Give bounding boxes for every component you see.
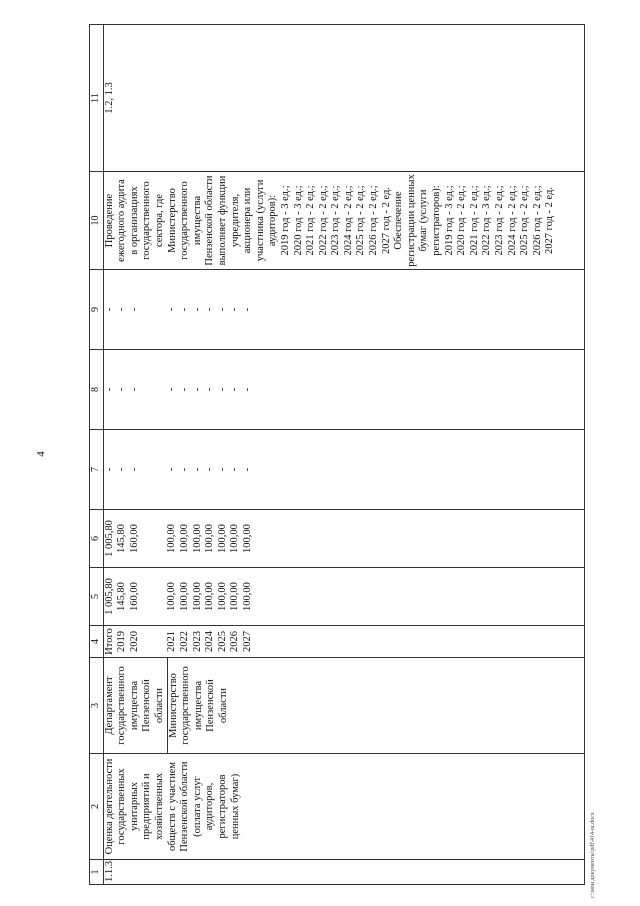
table-row: [103, 25, 584, 885]
col-header-2: 2: [90, 754, 104, 860]
funding-cell: -: [229, 387, 241, 392]
result-line: 2023 год - 2 ед.;: [494, 185, 505, 256]
col-header-6: 6: [90, 510, 104, 568]
funding-cell: -: [166, 467, 178, 472]
funding-cell: -: [103, 467, 115, 472]
result-line: сектора, где: [153, 193, 165, 248]
funding-cell: -: [103, 387, 115, 392]
result-line: Проведение: [103, 193, 115, 248]
result-line: Обеспечение: [393, 191, 405, 250]
funding-cell: 145,80: [116, 524, 128, 553]
measure-name-line: Пензенской области: [179, 761, 191, 852]
result-line: акционера или: [242, 187, 254, 254]
funding-cell: -: [241, 387, 253, 392]
funding-cell: -: [229, 307, 241, 312]
col-header-7: 7: [90, 430, 104, 510]
measure-name-line: Оценка деятельности: [103, 758, 115, 855]
year-cell: 2021: [166, 631, 178, 652]
executor-line: Пензенской: [141, 679, 153, 732]
years-column: [103, 626, 584, 658]
funding-cell: -: [216, 307, 228, 312]
result-line: 2020 год - 3 ед.;: [292, 185, 304, 256]
result-line: имущества: [191, 195, 203, 246]
executor-line: Министерство: [167, 658, 181, 753]
year-cell: 2020: [128, 631, 140, 652]
funding-cell: 100,00: [191, 524, 203, 553]
measure-name-line: ценных бумаг): [229, 773, 241, 840]
result-line: государственного: [141, 181, 153, 260]
item-number: 1.1.3.: [103, 860, 584, 885]
measure-name: [103, 754, 584, 860]
executor-line: Пензенской: [205, 679, 217, 732]
col-header-8: 8: [90, 350, 104, 430]
regional-budget-column: [103, 510, 584, 568]
col-header-3: 3: [90, 658, 104, 754]
funding-cell: -: [216, 387, 228, 392]
funding-cell: -: [191, 307, 203, 312]
result-line: регистраторов):: [431, 185, 443, 256]
funding-cell: -: [229, 467, 241, 472]
other-sources-column: [103, 270, 584, 350]
page-number: 4: [34, 451, 47, 457]
col-header-1: 1: [90, 860, 104, 885]
funding-cell: -: [166, 307, 178, 312]
funding-cell: -: [178, 307, 190, 312]
funding-cell: -: [191, 467, 203, 472]
result-line: 2019 год - 3 ед.;: [443, 185, 455, 256]
funding-cell: 160,00: [128, 582, 140, 611]
funding-cell: 1 005,80: [103, 578, 115, 615]
col-header-11: 11: [90, 25, 104, 172]
funding-cell: -: [241, 307, 253, 312]
result-line: бумаг (услуги: [418, 189, 430, 252]
rotated-table-sheet: [89, 25, 585, 885]
local-budget-column: [103, 350, 584, 430]
funding-cell: 100,00: [229, 524, 241, 553]
measure-name-line: (оплата услуг: [191, 776, 203, 837]
executor-line: имущества: [128, 680, 140, 731]
footer-file-path: c:\мои документы\pdf\414-ш.docx: [590, 812, 596, 898]
funding-cell: 100,00: [241, 524, 253, 553]
measure-name-line: государственных: [116, 768, 128, 845]
result-line: в организациях: [128, 186, 140, 255]
executor-line: государственного: [180, 666, 192, 745]
measure-name-line: регистраторов: [216, 774, 228, 839]
expected-results: [103, 172, 584, 270]
result-line: 2026 год - 2 ед.;: [531, 185, 543, 256]
result-line: регистрации ценных: [405, 174, 417, 267]
result-line: 2020 год - 2 ед.;: [456, 185, 468, 256]
result-line: 2026 год - 2 ед.;: [368, 185, 380, 256]
result-line: Пензенской области: [204, 175, 216, 266]
result-line: 2023 год - 2 ед.;: [330, 185, 342, 256]
funding-cell: -: [178, 387, 190, 392]
result-line: государственного: [179, 181, 191, 260]
funding-cell: 145,80: [116, 582, 128, 611]
funding-cell: 100,00: [204, 582, 216, 611]
year-cell: 2024: [204, 631, 216, 652]
result-line: 2022 год - 2 ед.;: [317, 185, 329, 256]
result-line: 2022 год - 3 ед.;: [481, 185, 493, 256]
funding-cell: -: [216, 467, 228, 472]
result-line: ежегодного аудита: [116, 179, 128, 262]
result-line: 2025 год - 2 ед.;: [519, 185, 531, 256]
result-line: 2021 год - 2 ед.;: [305, 185, 317, 256]
measure-name-line: аудиторов,: [204, 782, 216, 831]
year-cell: 2026: [229, 631, 241, 652]
measure-name-line: обществ с участием: [166, 761, 178, 852]
funding-cell: 100,00: [178, 582, 190, 611]
funding-cell: -: [128, 467, 140, 472]
funding-cell: -: [116, 387, 128, 392]
year-cell: 2025: [216, 631, 228, 652]
column-number-row: [90, 25, 104, 885]
result-line: 2019 год - 3 ед.;: [279, 185, 291, 256]
funding-cell: -: [241, 467, 253, 472]
year-cell: 2027: [241, 631, 253, 652]
funding-cell: 100,00: [166, 582, 178, 611]
total-funding-column: [103, 568, 584, 626]
measure-name-line: хозяйственных: [153, 772, 165, 841]
result-line: 2025 год - 2 ед.;: [355, 185, 367, 256]
executor-line: Департамент: [103, 676, 115, 735]
funding-cell: -: [204, 307, 216, 312]
executor-line: государственного: [116, 666, 128, 745]
funding-cell: 160,00: [128, 524, 140, 553]
funding-cell: -: [103, 307, 115, 312]
result-line: 2021 год - 2 ед.;: [468, 185, 480, 256]
funding-cell: -: [128, 387, 140, 392]
executor-line: области: [153, 687, 165, 724]
funding-cell: 100,00: [166, 524, 178, 553]
funding-cell: 100,00: [191, 582, 203, 611]
funding-cell: -: [191, 387, 203, 392]
col-header-9: 9: [90, 270, 104, 350]
funding-cell: -: [204, 467, 216, 472]
funding-cell: -: [166, 387, 178, 392]
federal-budget-column: [103, 430, 584, 510]
result-line: 2027 год - 2 ед.: [380, 186, 392, 255]
funding-cell: -: [204, 387, 216, 392]
col-header-10: 10: [90, 172, 104, 270]
funding-cell: 100,00: [216, 524, 228, 553]
funding-cell: 100,00: [178, 524, 190, 553]
measure-name-line: предприятий и: [141, 773, 153, 840]
funding-cell: 100,00: [216, 582, 228, 611]
result-line: Министерство: [166, 188, 178, 253]
funding-cell: 100,00: [229, 582, 241, 611]
col-header-4: 4: [90, 626, 104, 658]
year-cell: Итого: [103, 628, 115, 655]
funding-cell: 100,00: [204, 524, 216, 553]
result-line: учредителя,: [229, 193, 241, 248]
year-cell: 2019: [116, 631, 128, 652]
funding-cell: -: [116, 467, 128, 472]
result-line: 2027 год - 2 ед.: [544, 186, 556, 255]
result-line: 2024 год - 2 ед.;: [506, 185, 518, 256]
result-line: 2024 год - 2 ед.;: [342, 185, 354, 256]
indicator-numbers: 1.2, 1.3: [103, 25, 584, 172]
year-cell: 2023: [191, 631, 203, 652]
executor-line: области: [217, 687, 229, 724]
col-header-5: 5: [90, 568, 104, 626]
funding-cell: 100,00: [241, 582, 253, 611]
result-line: участника (услуги: [254, 179, 266, 262]
funding-cell: -: [128, 307, 140, 312]
measures-table: [89, 24, 585, 885]
year-cell: 2022: [178, 631, 190, 652]
funding-cell: -: [116, 307, 128, 312]
executor-line: имущества: [192, 680, 204, 731]
measure-name-line: унитарных: [128, 781, 140, 832]
result-line: аудиторов):: [267, 194, 279, 247]
funding-cell: -: [178, 467, 190, 472]
funding-cell: 1 005,80: [103, 520, 115, 557]
executors: [103, 658, 584, 754]
result-line: выполняет функции: [216, 175, 228, 266]
